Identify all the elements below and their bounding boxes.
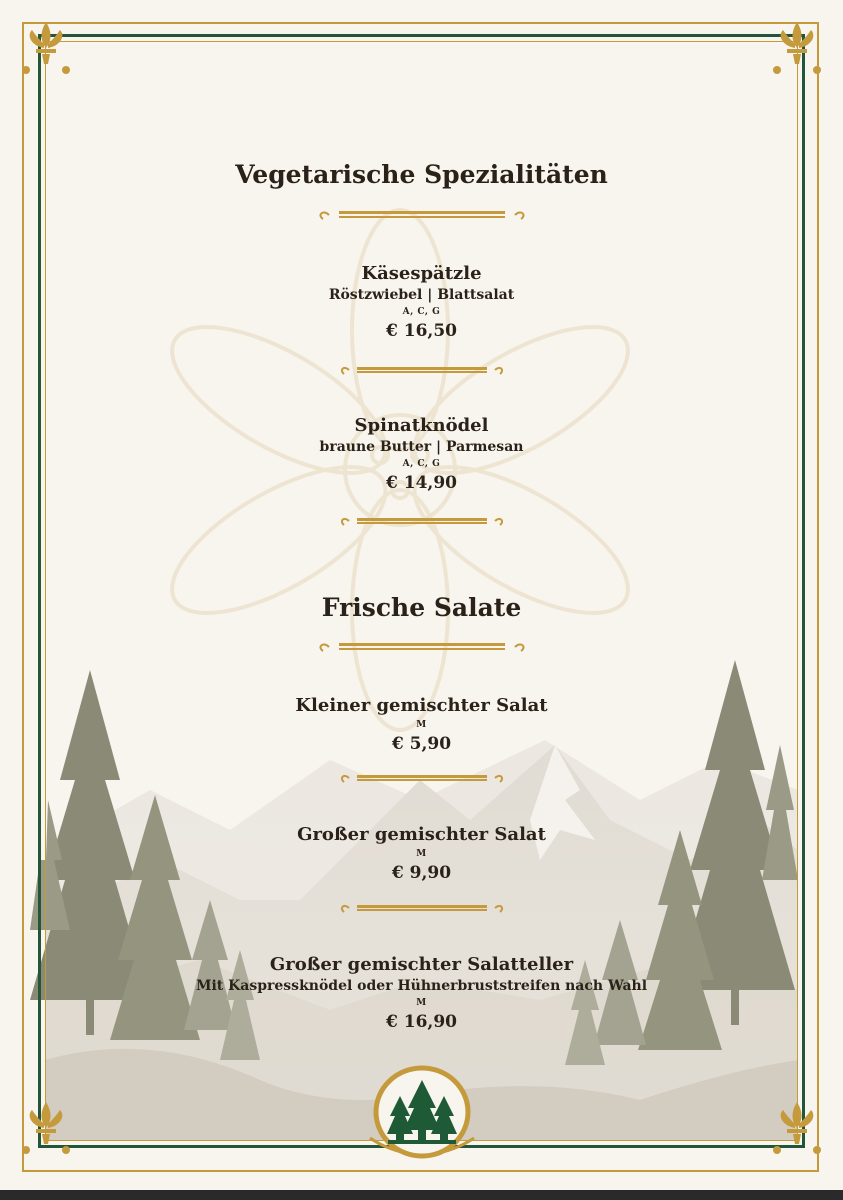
item-price: € 16,50 [386, 321, 457, 341]
item-price: € 14,90 [386, 473, 457, 493]
menu-item [0, 414, 843, 495]
ornamental-divider-icon [337, 900, 507, 916]
section-title-vegetarian: Vegetarische Spezialitäten [235, 160, 608, 189]
ornamental-divider-icon [315, 638, 529, 656]
item-name: Spinatknödel [354, 415, 489, 436]
item-allergens: M [416, 720, 427, 730]
item-name: Käsespätzle [361, 263, 482, 284]
item-allergens: M [416, 998, 427, 1008]
item-allergens: M [416, 849, 427, 859]
item-allergens: A, C, G [402, 459, 441, 469]
item-name: Großer gemischter Salat [297, 824, 546, 845]
item-allergens: A, C, G [402, 307, 441, 317]
item-name: Kleiner gemischter Salat [295, 695, 548, 716]
ornamental-divider-icon [315, 206, 529, 224]
menu-item [0, 694, 843, 756]
menu-item [0, 953, 843, 1034]
ornamental-divider-icon [337, 770, 507, 786]
menu-item [0, 823, 843, 885]
ornamental-divider-icon [337, 362, 507, 378]
item-price: € 5,90 [391, 734, 452, 754]
menu-item [0, 262, 843, 343]
item-description: braune Butter | Parmesan [319, 439, 524, 455]
ornamental-divider-icon [337, 513, 507, 529]
item-price: € 16,90 [386, 1012, 457, 1032]
item-description: Mit Kaspressknödel oder Hühnerbruststreifen nach Wahl [195, 978, 648, 994]
item-price: € 9,90 [391, 863, 452, 883]
item-name: Großer gemischter Salatteller [269, 954, 574, 975]
section-title-salads: Frische Salate [321, 593, 522, 622]
item-description: Röstzwiebel | Blattsalat [328, 287, 515, 303]
